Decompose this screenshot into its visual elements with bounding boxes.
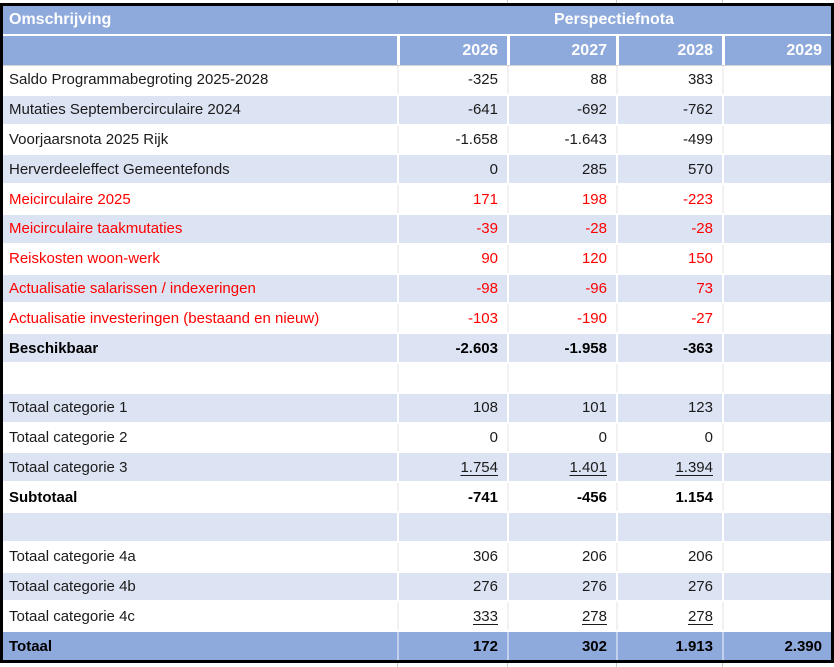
table-header-row: [3, 6, 831, 36]
value-cell[interactable]: [397, 245, 507, 273]
table-row-empty: [3, 513, 831, 543]
value-cell[interactable]: [507, 513, 616, 541]
row-label-cell[interactable]: Totaal categorie 1: [9, 399, 128, 417]
row-label-cell[interactable]: [3, 513, 397, 541]
cell-value: -1.958: [564, 339, 607, 357]
value-cell[interactable]: [722, 275, 831, 303]
value-cell[interactable]: [397, 66, 507, 94]
table-row: [3, 424, 831, 454]
value-cell[interactable]: [616, 126, 722, 154]
table-row: [3, 66, 831, 96]
value-cell[interactable]: [616, 513, 722, 541]
value-cell[interactable]: [507, 453, 616, 481]
cell-value: 0: [489, 160, 498, 178]
cell-value: 206: [687, 548, 713, 566]
row-label-cell[interactable]: [3, 364, 397, 392]
table-row: [3, 96, 831, 126]
row-label-cell[interactable]: Totaal categorie 2: [9, 428, 128, 446]
cell-value: 306: [472, 548, 498, 566]
value-cell[interactable]: [507, 394, 616, 422]
value-cell[interactable]: [616, 245, 722, 273]
value-cell[interactable]: [507, 602, 616, 630]
value-cell[interactable]: [507, 573, 616, 601]
cell-value: 73: [696, 279, 713, 297]
table-row: [3, 185, 831, 215]
row-label-cell[interactable]: Totaal: [9, 637, 53, 655]
gridline-stub: [722, 663, 723, 667]
value-cell[interactable]: [397, 424, 507, 452]
cell-value: -762: [682, 101, 713, 119]
header-omschrijving[interactable]: Omschrijving: [9, 11, 112, 28]
row-label-cell[interactable]: Subtotaal: [9, 488, 78, 506]
row-label-cell[interactable]: Totaal categorie 4a: [9, 548, 136, 566]
value-cell[interactable]: [507, 245, 616, 273]
cell-value: -499: [682, 130, 713, 148]
cell-value: -363: [682, 339, 713, 357]
cell-value: -28: [585, 220, 607, 238]
cell-value: 276: [687, 577, 713, 595]
value-cell[interactable]: [507, 304, 616, 332]
cell-value: 1.754: [460, 458, 498, 476]
cell-value: 123: [687, 399, 713, 417]
year-header-2027[interactable]: 2027: [507, 36, 616, 65]
row-label-cell[interactable]: Beschikbaar: [9, 339, 99, 357]
value-cell[interactable]: [616, 185, 722, 213]
year-header-spacer: [3, 36, 397, 65]
value-cell[interactable]: [722, 66, 831, 94]
value-cell[interactable]: [722, 632, 831, 660]
table-row: [3, 245, 831, 275]
table-row: [3, 334, 831, 364]
value-cell[interactable]: [397, 453, 507, 481]
cell-value: -96: [585, 279, 607, 297]
row-label-cell[interactable]: Meicirculaire 2025: [9, 190, 131, 208]
table-row-empty: [3, 364, 831, 394]
value-cell[interactable]: [722, 304, 831, 332]
cell-value: 150: [687, 250, 713, 268]
value-cell[interactable]: [616, 364, 722, 392]
value-cell[interactable]: [397, 155, 507, 183]
row-label-cell[interactable]: Saldo Programmabegroting 2025-2028: [9, 71, 269, 89]
cell-value: 1.394: [675, 458, 713, 476]
cell-value: 276: [472, 577, 498, 595]
year-header-row: [3, 36, 831, 66]
cell-value: 1.401: [569, 458, 607, 476]
value-cell[interactable]: [616, 96, 722, 124]
value-cell[interactable]: [507, 66, 616, 94]
row-label-cell[interactable]: Actualisatie salarissen / indexeringen: [9, 279, 256, 297]
cell-value: -28: [691, 220, 713, 238]
cell-value: 0: [598, 428, 607, 446]
value-cell[interactable]: [616, 394, 722, 422]
year-header-2029[interactable]: 2029: [722, 36, 831, 65]
table-row: [3, 394, 831, 424]
cell-value: 570: [687, 160, 713, 178]
value-cell[interactable]: [397, 483, 507, 511]
table-row: [3, 155, 831, 185]
value-cell[interactable]: [722, 513, 831, 541]
row-label-cell[interactable]: Reiskosten woon-werk: [9, 250, 160, 268]
row-label-cell[interactable]: Totaal categorie 4c: [9, 607, 135, 625]
table-row: [3, 483, 831, 513]
value-cell[interactable]: [722, 334, 831, 362]
row-label-cell[interactable]: Totaal categorie 4b: [9, 577, 136, 595]
cell-value: 2.390: [784, 637, 822, 655]
row-label-cell[interactable]: Mutaties Septembercirculaire 2024: [9, 101, 241, 119]
value-cell[interactable]: [616, 275, 722, 303]
value-cell[interactable]: [722, 483, 831, 511]
value-cell[interactable]: [722, 453, 831, 481]
cell-value: 198: [581, 190, 607, 208]
value-cell[interactable]: [397, 543, 507, 571]
row-label-cell[interactable]: Actualisatie investeringen (bestaand en nieuw): [9, 309, 320, 327]
value-cell[interactable]: [722, 96, 831, 124]
table-row: [3, 304, 831, 334]
cell-value: -741: [467, 488, 498, 506]
cell-value: 120: [581, 250, 607, 268]
value-cell[interactable]: [397, 96, 507, 124]
perspectiefnota-table: [0, 3, 834, 663]
value-cell[interactable]: [722, 602, 831, 630]
value-cell[interactable]: [616, 573, 722, 601]
cell-value: -98: [476, 279, 498, 297]
year-header-2026[interactable]: 2026: [397, 36, 507, 65]
cell-value: 278: [687, 607, 713, 625]
cell-value: -325: [467, 71, 498, 89]
value-cell[interactable]: [397, 394, 507, 422]
cell-value: 1.913: [675, 637, 713, 655]
cell-value: 383: [687, 71, 713, 89]
value-cell[interactable]: [397, 513, 507, 541]
value-cell[interactable]: [722, 126, 831, 154]
value-cell[interactable]: [722, 215, 831, 243]
value-cell[interactable]: [507, 275, 616, 303]
year-header-2028[interactable]: 2028: [616, 36, 722, 65]
value-cell[interactable]: [722, 364, 831, 392]
cell-value: 172: [472, 637, 498, 655]
value-cell[interactable]: [616, 602, 722, 630]
header-perspectiefnota[interactable]: Perspectiefnota: [553, 11, 675, 28]
cell-value: 171: [472, 190, 498, 208]
cell-value: -27: [691, 309, 713, 327]
value-cell[interactable]: [397, 334, 507, 362]
value-cell[interactable]: [616, 424, 722, 452]
table-row: [3, 602, 831, 632]
value-cell[interactable]: [397, 573, 507, 601]
cell-value: -2.603: [455, 339, 498, 357]
cell-value: 90: [481, 250, 498, 268]
cell-value: 276: [581, 577, 607, 595]
cell-value: 108: [472, 399, 498, 417]
value-cell[interactable]: [397, 215, 507, 243]
value-cell[interactable]: [507, 364, 616, 392]
value-cell[interactable]: [507, 185, 616, 213]
gridline-stub: [507, 663, 508, 667]
cell-value: -103: [467, 309, 498, 327]
cell-value: -1.643: [564, 130, 607, 148]
cell-value: 278: [581, 607, 607, 625]
value-cell[interactable]: [722, 573, 831, 601]
cell-value: -692: [576, 101, 607, 119]
value-cell[interactable]: [722, 155, 831, 183]
cell-value: 0: [489, 428, 498, 446]
cell-value: 333: [472, 607, 498, 625]
cell-value: 0: [704, 428, 713, 446]
table-row: [3, 632, 831, 660]
table-row: [3, 543, 831, 573]
cell-value: 206: [581, 548, 607, 566]
value-cell[interactable]: [616, 66, 722, 94]
value-cell[interactable]: [397, 632, 507, 660]
table-row: [3, 215, 831, 245]
value-cell[interactable]: [616, 632, 722, 660]
cell-value: 285: [581, 160, 607, 178]
cell-value: -39: [476, 220, 498, 238]
gridline-stub: [616, 663, 617, 667]
table-row: [3, 126, 831, 156]
value-cell[interactable]: [616, 453, 722, 481]
table-body: [3, 66, 831, 660]
value-cell[interactable]: [616, 334, 722, 362]
table-row: [3, 275, 831, 305]
row-label-cell[interactable]: Meicirculaire taakmutaties: [9, 220, 183, 238]
cell-value: -456: [576, 488, 607, 506]
cell-value: 88: [590, 71, 607, 89]
row-label-cell[interactable]: Voorjaarsnota 2025 Rijk: [9, 130, 169, 148]
value-cell[interactable]: [507, 483, 616, 511]
value-cell[interactable]: [397, 304, 507, 332]
value-cell[interactable]: [507, 334, 616, 362]
row-label-cell[interactable]: Herverdeeleffect Gemeentefonds: [9, 160, 230, 178]
cell-value: -1.658: [455, 130, 498, 148]
value-cell[interactable]: [616, 215, 722, 243]
table-row: [3, 453, 831, 483]
row-label-cell[interactable]: Totaal categorie 3: [9, 458, 128, 476]
value-cell[interactable]: [616, 304, 722, 332]
value-cell[interactable]: [722, 185, 831, 213]
value-cell[interactable]: [507, 155, 616, 183]
value-cell[interactable]: [507, 96, 616, 124]
value-cell[interactable]: [397, 185, 507, 213]
value-cell[interactable]: [722, 543, 831, 571]
cell-value: 101: [581, 399, 607, 417]
value-cell[interactable]: [616, 483, 722, 511]
value-cell[interactable]: [507, 126, 616, 154]
cell-value: -190: [576, 309, 607, 327]
value-cell[interactable]: [722, 394, 831, 422]
value-cell[interactable]: [397, 275, 507, 303]
value-cell[interactable]: [507, 543, 616, 571]
value-cell[interactable]: [507, 215, 616, 243]
value-cell[interactable]: [722, 245, 831, 273]
cell-value: -223: [682, 190, 713, 208]
value-cell[interactable]: [722, 424, 831, 452]
cell-value: 1.154: [675, 488, 713, 506]
value-cell[interactable]: [507, 424, 616, 452]
value-cell[interactable]: [397, 126, 507, 154]
cell-value: 302: [581, 637, 607, 655]
cell-value: -641: [467, 101, 498, 119]
value-cell[interactable]: [397, 602, 507, 630]
value-cell[interactable]: [616, 543, 722, 571]
table-row: [3, 573, 831, 603]
value-cell[interactable]: [397, 364, 507, 392]
value-cell[interactable]: [507, 632, 616, 660]
value-cell[interactable]: [616, 155, 722, 183]
gridline-stub: [397, 663, 398, 667]
